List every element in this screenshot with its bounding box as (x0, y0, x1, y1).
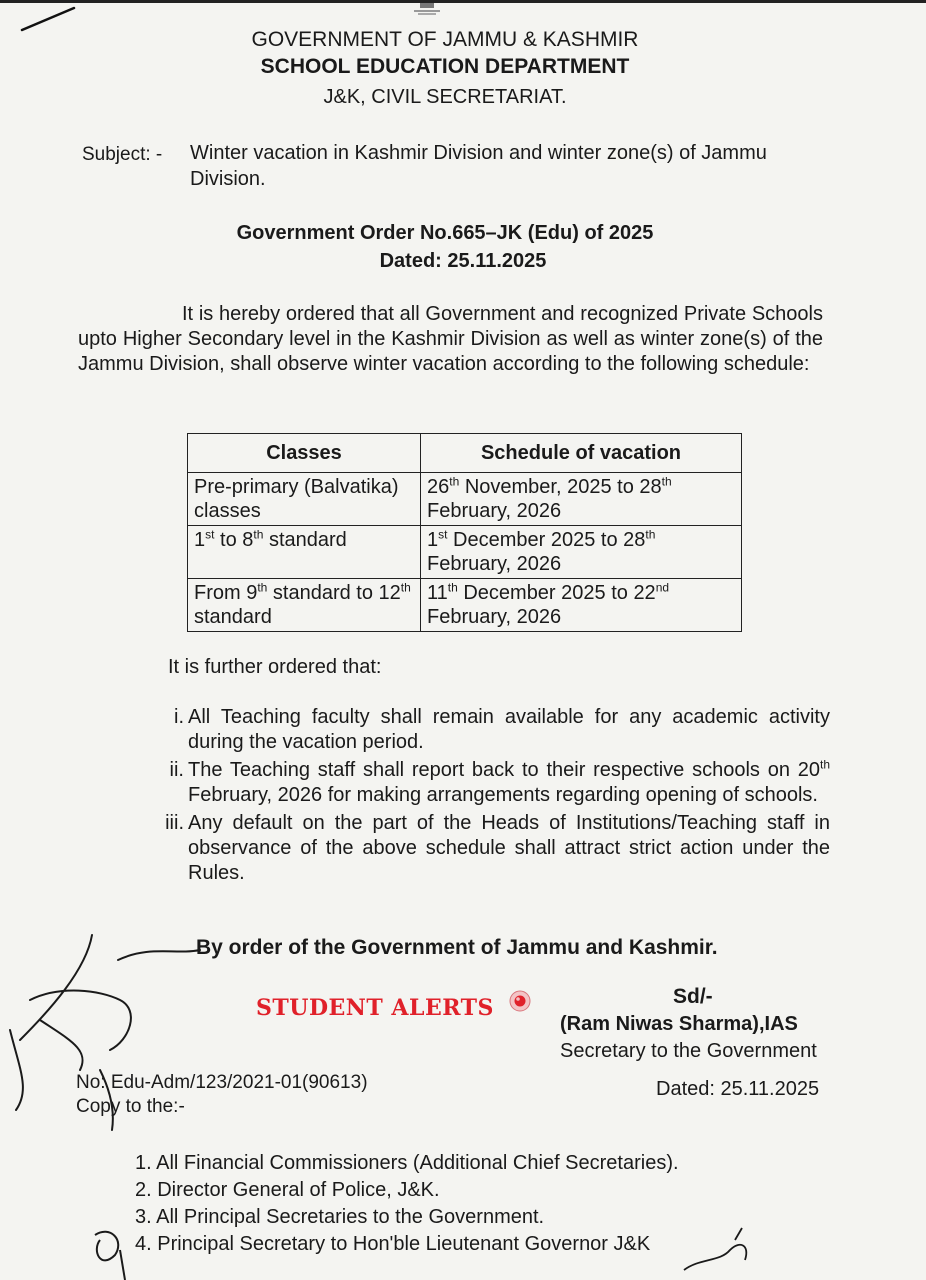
header-secretariat: J&K, CIVIL SECRETARIAT. (323, 86, 567, 108)
table-row (188, 526, 742, 579)
to-rest: February, 2026 (427, 500, 562, 522)
item-number: iii. (165, 812, 184, 834)
by-order-line: By order of the Government of Jammu and Kashmir. (196, 936, 718, 959)
from-suffix: st (438, 527, 448, 542)
item-number: ii. (169, 759, 184, 781)
table-row (188, 473, 742, 526)
item-day-suffix: th (819, 757, 830, 772)
table-header-row (188, 434, 742, 473)
class-rest: standard (194, 606, 272, 628)
signatory-designation: Secretary to the Government (560, 1040, 817, 1062)
list-item: 1. All Financial Commissioners (Additional Chief Secretaries). (135, 1152, 679, 1174)
class-to-suffix: th (253, 527, 264, 542)
order-number: Government Order No.665–JK (Edu) of 2025 (236, 222, 654, 244)
further-ordered-heading: It is further ordered that: (168, 656, 382, 678)
schedule-cell (421, 473, 742, 526)
to-suffix: th (645, 527, 656, 542)
list-item (150, 811, 830, 886)
body-paragraph: It is hereby ordered that all Government and recognized Private Schools upto Higher Secondary level in the Kashmir Division as well as winter zone(s) of the Jammu Division, shall observe winter vacation according to the following schedule: (78, 303, 823, 375)
classes-cell (188, 526, 421, 579)
watermark-student-alerts: STUDENT ALERTS (256, 995, 494, 1021)
copy-to-label: Copy to the:- (76, 1096, 185, 1117)
from-rest: November, 2025 to (459, 476, 640, 498)
to-day: 28 (623, 529, 646, 551)
to-day: 22 (633, 582, 656, 604)
table-row (188, 579, 742, 632)
to-suffix: th (661, 474, 672, 489)
class-to: 8 (242, 529, 254, 551)
class-from: 1 (194, 529, 206, 551)
list-item (150, 705, 830, 755)
reference-number: No: Edu-Adm/123/2021-01(90613) (76, 1072, 368, 1093)
signatory-name: (Ram Niwas Sharma),IAS (560, 1013, 798, 1035)
class-mid: to (214, 529, 243, 551)
to-suffix: nd (655, 580, 670, 595)
subject-text: Winter vacation in Kashmir Division and winter zone(s) of Jammu Division. (190, 142, 767, 190)
column-header-schedule: Schedule of vacation (421, 434, 742, 473)
order-items-list (150, 705, 830, 889)
alert-siren-icon (509, 990, 531, 1012)
subject-label: Subject: - (82, 144, 163, 165)
from-suffix: th (449, 474, 460, 489)
list-item: 3. All Principal Secretaries to the Government. (135, 1206, 545, 1228)
vacation-schedule-table (187, 433, 742, 632)
column-header-classes: Classes (188, 434, 421, 473)
list-item: 4. Principal Secretary to Hon'ble Lieutenant Governor J&K (135, 1233, 651, 1255)
from-day: 26 (427, 476, 450, 498)
schedule-cell (421, 526, 742, 579)
list-item: 2. Director General of Police, J&K. (135, 1179, 440, 1201)
header-department: SCHOOL EDUCATION DEPARTMENT (260, 55, 630, 78)
from-day: 11 (427, 582, 448, 604)
signature-sd: Sd/- (673, 985, 713, 1008)
header-government: GOVERNMENT OF JAMMU & KASHMIR (251, 28, 639, 51)
class-mid: standard to (267, 582, 379, 604)
class-to-suffix: th (400, 580, 411, 595)
to-rest: February, 2026 (427, 553, 562, 575)
class-to: 12 (378, 582, 401, 604)
item-number: i. (174, 706, 184, 728)
class-from-suffix: th (257, 580, 268, 595)
to-rest: February, 2026 (427, 606, 562, 628)
to-day: 28 (639, 476, 662, 498)
list-item (150, 758, 830, 808)
item-text-rest: February, 2026 for making arrangements regarding opening of schools. (188, 784, 818, 806)
class-rest: standard (263, 529, 347, 551)
class-from: 9 (246, 582, 258, 604)
classes-cell (188, 473, 421, 526)
item-text: The Teaching staff shall report back to their respective schools on (188, 759, 798, 781)
item-text: All Teaching faculty shall remain available for any academic activity during the vacation period. (188, 706, 830, 753)
item-day: 20 (797, 759, 820, 781)
from-suffix: th (447, 580, 458, 595)
from-rest: December 2025 to (457, 582, 634, 604)
classes-cell (188, 579, 421, 632)
from-day: 1 (427, 529, 439, 551)
reference-date: Dated: 25.11.2025 (656, 1078, 820, 1100)
from-rest: December 2025 to (447, 529, 624, 551)
copy-recipients-list (135, 1150, 679, 1258)
class-from-suffix: st (205, 527, 215, 542)
order-date: Dated: 25.11.2025 (379, 250, 547, 272)
classes-text: Pre-primary (Balvatika) classes (194, 476, 399, 522)
schedule-cell (421, 579, 742, 632)
item-text: Any default on the part of the Heads of Institutions/Teaching staff in observance of the above schedule shall attract strict action under the Rules. (188, 812, 830, 884)
class-prefix: From (194, 582, 247, 604)
